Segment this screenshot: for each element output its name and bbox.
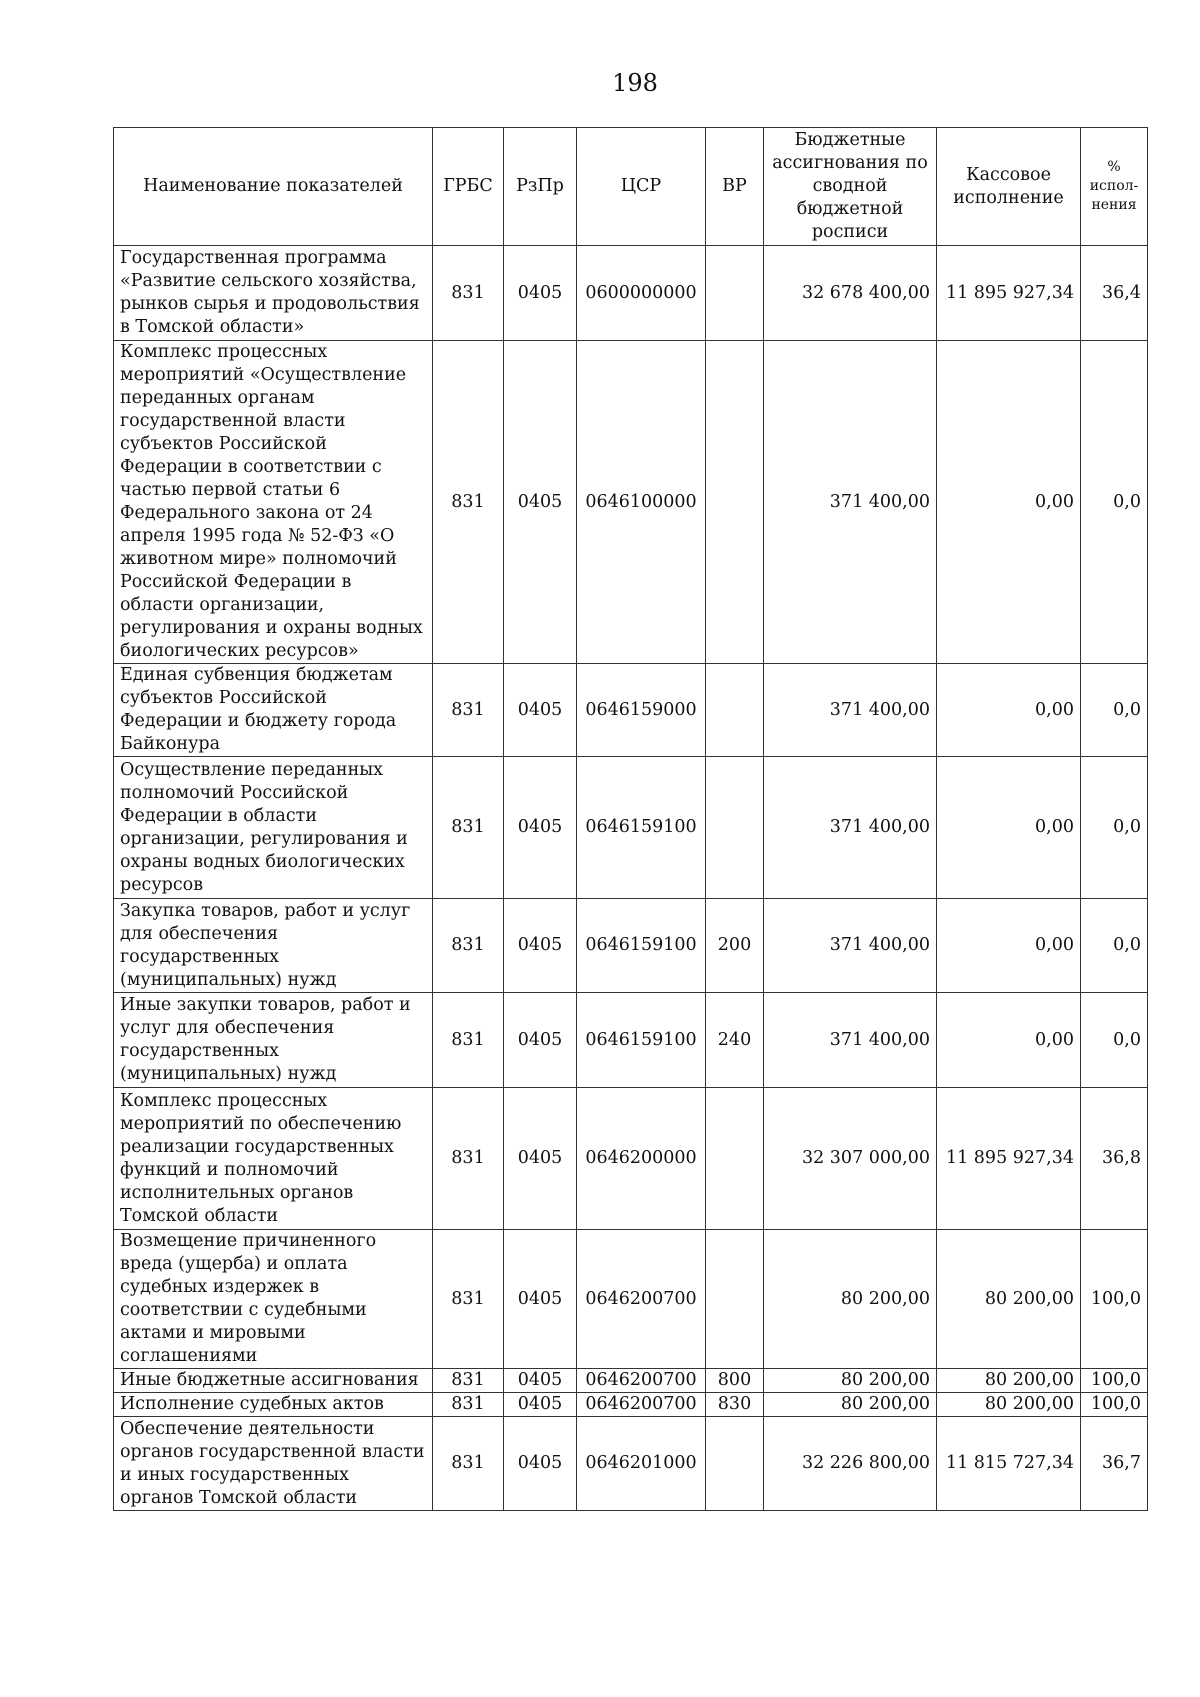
cell-pct: 100,0 <box>1081 1393 1148 1417</box>
cell-csr: 0600000000 <box>577 246 706 341</box>
cell-vr <box>706 246 764 341</box>
cell-csr: 0646159100 <box>577 993 706 1088</box>
cell-assigned: 371 400,00 <box>764 341 937 664</box>
cell-grbs: 831 <box>433 246 504 341</box>
cell-grbs: 831 <box>433 664 504 757</box>
cell-assigned: 80 200,00 <box>764 1393 937 1417</box>
cell-grbs: 831 <box>433 1393 504 1417</box>
cell-rzpr: 0405 <box>504 246 577 341</box>
cell-assigned: 371 400,00 <box>764 899 937 993</box>
cell-cash: 11 895 927,34 <box>937 246 1081 341</box>
cell-rzpr: 0405 <box>504 1417 577 1511</box>
cell-grbs: 831 <box>433 1417 504 1511</box>
cell-assigned: 371 400,00 <box>764 993 937 1088</box>
cell-pct: 0,0 <box>1081 664 1148 757</box>
cell-vr <box>706 1417 764 1511</box>
header-grbs: ГРБС <box>433 128 504 246</box>
cell-grbs: 831 <box>433 1230 504 1369</box>
cell-rzpr: 0405 <box>504 1369 577 1393</box>
cell-vr: 200 <box>706 899 764 993</box>
cell-pct: 0,0 <box>1081 993 1148 1088</box>
cell-name: Единая субвенция бюджетам субъектов Российской Федерации и бюджету города Байконура <box>114 664 433 757</box>
cell-assigned: 80 200,00 <box>764 1369 937 1393</box>
cell-vr <box>706 1230 764 1369</box>
cell-cash: 11 815 727,34 <box>937 1417 1081 1511</box>
cell-csr: 0646159100 <box>577 899 706 993</box>
header-vr: ВР <box>706 128 764 246</box>
cell-cash: 0,00 <box>937 899 1081 993</box>
cell-rzpr: 0405 <box>504 1230 577 1369</box>
table-row <box>114 899 1148 993</box>
cell-csr: 0646201000 <box>577 1417 706 1511</box>
cell-vr: 240 <box>706 993 764 1088</box>
cell-cash: 0,00 <box>937 664 1081 757</box>
cell-grbs: 831 <box>433 1369 504 1393</box>
cell-vr <box>706 1088 764 1230</box>
cell-cash: 0,00 <box>937 757 1081 899</box>
cell-csr: 0646200000 <box>577 1088 706 1230</box>
cell-pct: 0,0 <box>1081 899 1148 993</box>
cell-rzpr: 0405 <box>504 1088 577 1230</box>
table-row <box>114 1393 1148 1417</box>
budget-execution-table <box>113 127 1148 1511</box>
page-number: 198 <box>612 69 658 97</box>
cell-grbs: 831 <box>433 993 504 1088</box>
header-csr: ЦСР <box>577 128 706 246</box>
cell-cash: 0,00 <box>937 341 1081 664</box>
cell-pct: 100,0 <box>1081 1230 1148 1369</box>
cell-pct: 36,8 <box>1081 1088 1148 1230</box>
table-row <box>114 341 1148 664</box>
table-row <box>114 757 1148 899</box>
table-row <box>114 1369 1148 1393</box>
cell-assigned: 32 226 800,00 <box>764 1417 937 1511</box>
cell-cash: 11 895 927,34 <box>937 1088 1081 1230</box>
cell-rzpr: 0405 <box>504 341 577 664</box>
table-header-row <box>114 128 1148 246</box>
cell-assigned: 32 307 000,00 <box>764 1088 937 1230</box>
cell-grbs: 831 <box>433 341 504 664</box>
cell-name: Комплекс процессных мероприятий по обеспечению реализации государственных функций и полномочий исполнительных органов Томской области <box>114 1088 433 1230</box>
cell-pct: 100,0 <box>1081 1369 1148 1393</box>
cell-rzpr: 0405 <box>504 757 577 899</box>
header-assigned: Бюджетные ассигнования по сводной бюджетной росписи <box>764 128 937 246</box>
cell-csr: 0646200700 <box>577 1369 706 1393</box>
header-pct: % испол-нения <box>1081 128 1148 246</box>
cell-name: Государственная программа «Развитие сельского хозяйства, рынков сырья и продовольствия в Томской области» <box>114 246 433 341</box>
cell-name: Обеспечение деятельности органов государственной власти и иных государственных органов Томской области <box>114 1417 433 1511</box>
cell-name: Иные закупки товаров, работ и услуг для обеспечения государственных (муниципальных) нужд <box>114 993 433 1088</box>
cell-name: Иные бюджетные ассигнования <box>114 1369 433 1393</box>
table-row <box>114 246 1148 341</box>
header-rzpr: РзПр <box>504 128 577 246</box>
table-row <box>114 1230 1148 1369</box>
header-name: Наименование показателей <box>114 128 433 246</box>
cell-csr: 0646200700 <box>577 1230 706 1369</box>
cell-cash: 80 200,00 <box>937 1230 1081 1369</box>
header-cash: Кассовое исполнение <box>937 128 1081 246</box>
cell-csr: 0646159000 <box>577 664 706 757</box>
cell-vr <box>706 664 764 757</box>
cell-cash: 80 200,00 <box>937 1393 1081 1417</box>
table-row <box>114 1088 1148 1230</box>
cell-grbs: 831 <box>433 899 504 993</box>
cell-grbs: 831 <box>433 757 504 899</box>
cell-cash: 0,00 <box>937 993 1081 1088</box>
cell-rzpr: 0405 <box>504 993 577 1088</box>
cell-cash: 80 200,00 <box>937 1369 1081 1393</box>
cell-name: Закупка товаров, работ и услуг для обеспечения государственных (муниципальных) нужд <box>114 899 433 993</box>
cell-rzpr: 0405 <box>504 899 577 993</box>
cell-pct: 36,4 <box>1081 246 1148 341</box>
cell-vr: 830 <box>706 1393 764 1417</box>
cell-assigned: 80 200,00 <box>764 1230 937 1369</box>
cell-vr <box>706 341 764 664</box>
cell-assigned: 32 678 400,00 <box>764 246 937 341</box>
cell-assigned: 371 400,00 <box>764 757 937 899</box>
cell-rzpr: 0405 <box>504 664 577 757</box>
cell-vr <box>706 757 764 899</box>
cell-name: Комплекс процессных мероприятий «Осуществление переданных органам государственной власти субъектов Российской Федерации в соответствии с частью первой статьи 6 Федерального закона от 24 апреля 1995 года № 52-ФЗ «О животном мире» полномочий Российской Федерации в области организации, регулирования и охраны водных биологических ресурсов» <box>114 341 433 664</box>
cell-vr: 800 <box>706 1369 764 1393</box>
table-row <box>114 664 1148 757</box>
cell-rzpr: 0405 <box>504 1393 577 1417</box>
table-row <box>114 993 1148 1088</box>
cell-pct: 0,0 <box>1081 341 1148 664</box>
cell-name: Осуществление переданных полномочий Российской Федерации в области организации, регулирования и охраны водных биологических ресурсов <box>114 757 433 899</box>
cell-csr: 0646100000 <box>577 341 706 664</box>
cell-name: Исполнение судебных актов <box>114 1393 433 1417</box>
cell-grbs: 831 <box>433 1088 504 1230</box>
cell-pct: 36,7 <box>1081 1417 1148 1511</box>
cell-name: Возмещение причиненного вреда (ущерба) и оплата судебных издержек в соответствии с судебными актами и мировыми соглашениями <box>114 1230 433 1369</box>
cell-csr: 0646200700 <box>577 1393 706 1417</box>
cell-assigned: 371 400,00 <box>764 664 937 757</box>
cell-pct: 0,0 <box>1081 757 1148 899</box>
table-row <box>114 1417 1148 1511</box>
cell-csr: 0646159100 <box>577 757 706 899</box>
